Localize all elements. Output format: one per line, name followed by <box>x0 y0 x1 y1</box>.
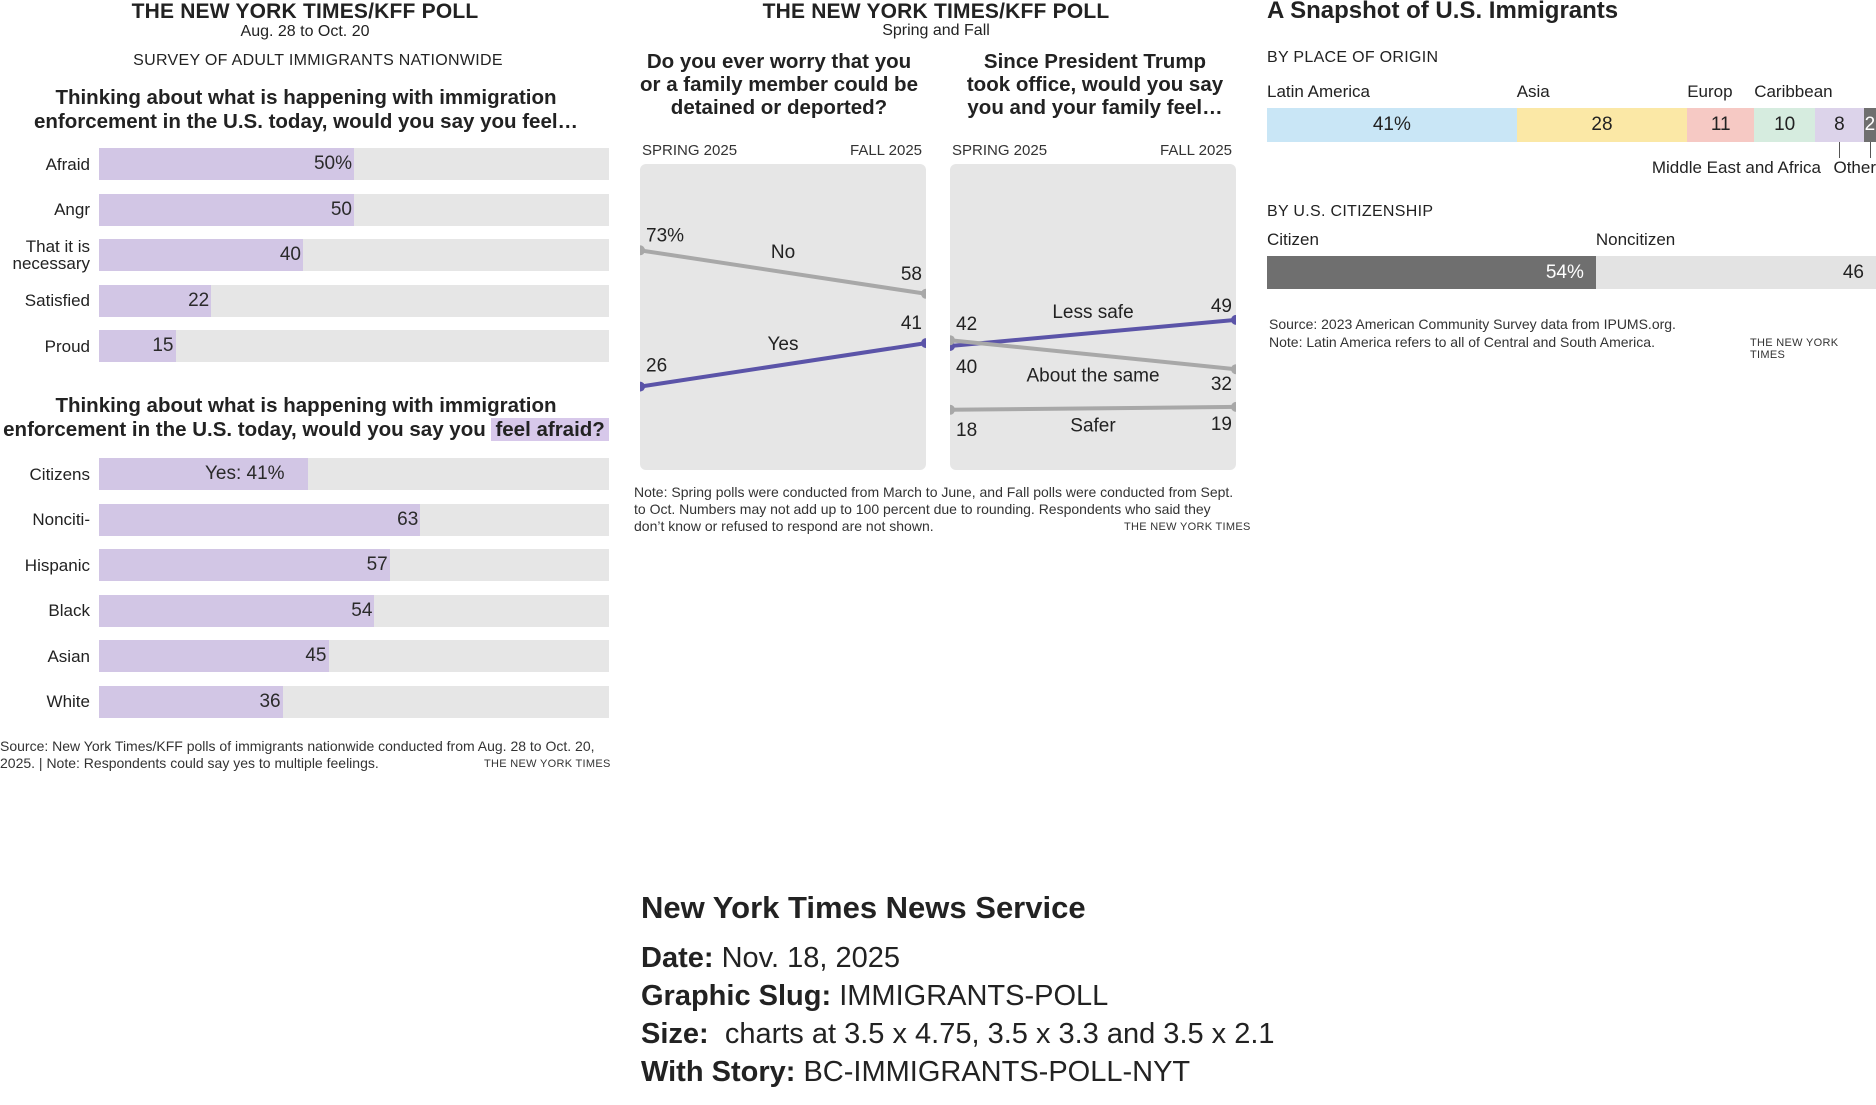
segment-value-label: 41% <box>1372 114 1411 135</box>
segment-value-label: 54% <box>1545 261 1584 283</box>
stacked-segment <box>1596 256 1876 289</box>
stacked-segment <box>1754 108 1815 142</box>
segment-value-label: 2 <box>1864 114 1876 135</box>
bar-category-label: Proud <box>44 336 90 356</box>
segment-leader-line <box>1870 142 1871 158</box>
stacked-segment <box>1687 108 1754 142</box>
start-value-label: 26 <box>646 355 668 377</box>
stacked-segment <box>1267 256 1596 289</box>
bar <box>99 194 354 226</box>
worry-spring-label: SPRING 2025 <box>642 142 738 159</box>
footer-story-value: BC-IMMIGRANTS-POLL-NYT <box>803 1056 1191 1088</box>
footer-date-line <box>641 942 900 975</box>
footer-slug-value: IMMIGRANTS-POLL <box>839 980 1109 1012</box>
bar-track <box>99 330 609 362</box>
middle-credit: THE NEW YORK TIMES <box>1124 521 1251 533</box>
feel-fall-label: FALL 2025 <box>1160 142 1233 159</box>
start-value-label: 73% <box>646 225 685 247</box>
bar-category-label: Angr <box>54 200 90 219</box>
bar-value-label: 57 <box>366 554 388 575</box>
segment-name-label: Other <box>1833 158 1876 177</box>
left-credit: THE NEW YORK TIMES <box>484 758 611 770</box>
left-poll-title: THE NEW YORK TIMES/KFF POLL <box>131 0 479 23</box>
left-question-2 <box>0 394 612 442</box>
middle-question-feel: Since President Trump took office, would you say you and your family feel… <box>966 50 1224 119</box>
segment-value-label: 46 <box>1842 261 1864 283</box>
segment-name-label: Europ <box>1687 82 1733 101</box>
bar-value-label: 36 <box>259 690 281 712</box>
worry-fall-label: FALL 2025 <box>850 142 923 159</box>
end-value-label: 32 <box>1210 374 1232 396</box>
bar-category-label: White <box>46 692 90 711</box>
bar-value-label: Yes: 41% <box>205 463 285 484</box>
footer-date-value: Nov. 18, 2025 <box>721 942 900 974</box>
start-value-label: 18 <box>956 419 978 441</box>
segment-name-label: Caribbean <box>1754 82 1833 101</box>
snapshot-title: A Snapshot of U.S. Immigrants <box>1267 0 1619 24</box>
series-name-label: Yes <box>767 333 799 355</box>
bar-value-label: 40 <box>279 244 301 265</box>
segment-name-label: Latin America <box>1267 82 1370 101</box>
citizenship-stacked-bar <box>1267 230 1876 289</box>
series-name-label: Safer <box>1070 415 1116 437</box>
segment-value-label: 8 <box>1834 114 1845 135</box>
segment-value-label: 28 <box>1591 114 1613 135</box>
footer-story-line <box>641 1056 1190 1089</box>
bar <box>99 595 374 627</box>
left-question-1: Thinking about what is happening with immigration enforcement in the U.S. today, would you say you feel… <box>33 86 579 133</box>
footer-size-line <box>641 1018 1275 1051</box>
bar <box>99 686 283 718</box>
end-value-label: 41 <box>900 313 922 335</box>
right-note: Note: Latin America refers to all of Central and South America. <box>1269 334 1655 350</box>
series-name-label: No <box>770 242 796 264</box>
start-value-label: 42 <box>956 314 978 336</box>
bar-value-label: 63 <box>397 508 419 530</box>
left-source-note: Source: New York Times/KFF polls of immigrants nationwide conducted from Aug. 28 to Oct. 20, 2025. | Note: Respondents could say yes to multiple feelings. <box>0 738 595 771</box>
feel-slope-chart <box>950 164 1236 470</box>
stacked-segment <box>1864 108 1876 142</box>
middle-note: Note: Spring polls were conducted from March to June, and Fall polls were conducted from Sept. to Oct. Numbers may not add up to 100 percent due to rounding. Respondents who said they don’t know or refused to respond are not shown. <box>634 484 1234 534</box>
footer-story-label: With Story: <box>641 1056 796 1088</box>
bar-value-label: 50 <box>330 198 352 220</box>
bar-category-label: Citizens <box>29 464 90 484</box>
segment-name-label: Middle East and Africa <box>1651 158 1821 177</box>
feelings-bar-chart <box>0 148 612 368</box>
series-name-label: About the same <box>1026 365 1160 387</box>
left-poll-dates: Aug. 28 to Oct. 20 <box>240 23 370 40</box>
bar-value-label: 22 <box>188 289 210 311</box>
segment-value-label: 10 <box>1774 114 1796 135</box>
segment-leader-line <box>1839 142 1840 158</box>
start-value-label: 40 <box>956 357 978 378</box>
bar-category-label: Satisfied <box>24 291 90 310</box>
bar <box>99 549 390 581</box>
stacked-segment <box>1267 108 1517 142</box>
worry-slope-chart <box>640 164 926 470</box>
bar-category-label: Black <box>48 601 90 620</box>
bar-value-label: 50% <box>313 153 352 174</box>
footer-slug-label: Graphic Slug: <box>641 980 832 1012</box>
segment-name-label: Asia <box>1516 82 1550 101</box>
citizenship-heading: BY U.S. CITIZENSHIP <box>1267 203 1434 220</box>
origin-heading: BY PLACE OF ORIGIN <box>1267 49 1439 66</box>
middle-poll-subtitle: Spring and Fall <box>882 22 990 39</box>
end-value-label: 19 <box>1210 413 1232 435</box>
bar-value-label: 45 <box>305 645 327 666</box>
footer-size-label: Size: <box>641 1018 709 1050</box>
left-question-2-text: Thinking about what is happening with immigration enforcement in the U.S. today, would you say you <box>3 394 557 441</box>
bar-category-label: That it is necessary <box>12 237 90 273</box>
footer-slug-line <box>641 980 1108 1013</box>
series-name-label: Less safe <box>1052 301 1134 323</box>
segment-name-label: Citizen <box>1267 230 1319 249</box>
left-question-2-highlight: feel afraid? <box>491 418 608 441</box>
right-credit: THE NEW YORK TIMES <box>1750 337 1839 361</box>
stacked-segment <box>1517 108 1688 142</box>
bar <box>99 239 303 271</box>
afraid-bar-chart <box>0 458 612 728</box>
footer-date-label: Date: <box>641 942 714 974</box>
feel-spring-label: SPRING 2025 <box>952 142 1048 159</box>
footer-size-value: charts at 3.5 x 4.75, 3.5 x 3.3 and 3.5 x 2.1 <box>724 1018 1275 1050</box>
middle-poll-title: THE NEW YORK TIMES/KFF POLL <box>762 0 1110 23</box>
news-service-heading: New York Times News Service <box>641 890 1086 925</box>
bar <box>99 504 420 536</box>
origin-stacked-bar <box>1267 82 1876 177</box>
end-value-label: 58 <box>900 263 922 285</box>
bar-category-label: Hispanic <box>24 555 90 575</box>
slope-panel-bg <box>640 164 926 470</box>
middle-question-worry: Do you ever worry that you or a family member could be detained or deported? <box>640 50 918 119</box>
bar-value-label: 54 <box>351 599 373 621</box>
segment-value-label: 11 <box>1710 114 1731 135</box>
bar-category-label: Afraid <box>45 154 90 174</box>
bar <box>99 640 329 672</box>
stacked-segment <box>1815 108 1864 142</box>
bar-value-label: 15 <box>152 335 174 356</box>
segment-name-label: Noncitizen <box>1595 230 1676 249</box>
end-value-label: 49 <box>1210 295 1232 317</box>
bar-category-label: Asian <box>47 646 90 666</box>
right-source: Source: 2023 American Community Survey data from IPUMS.org. <box>1269 316 1676 332</box>
bar-category-label: Nonciti- <box>32 510 90 529</box>
left-survey-label: SURVEY OF ADULT IMMIGRANTS NATIONWIDE <box>133 52 503 69</box>
